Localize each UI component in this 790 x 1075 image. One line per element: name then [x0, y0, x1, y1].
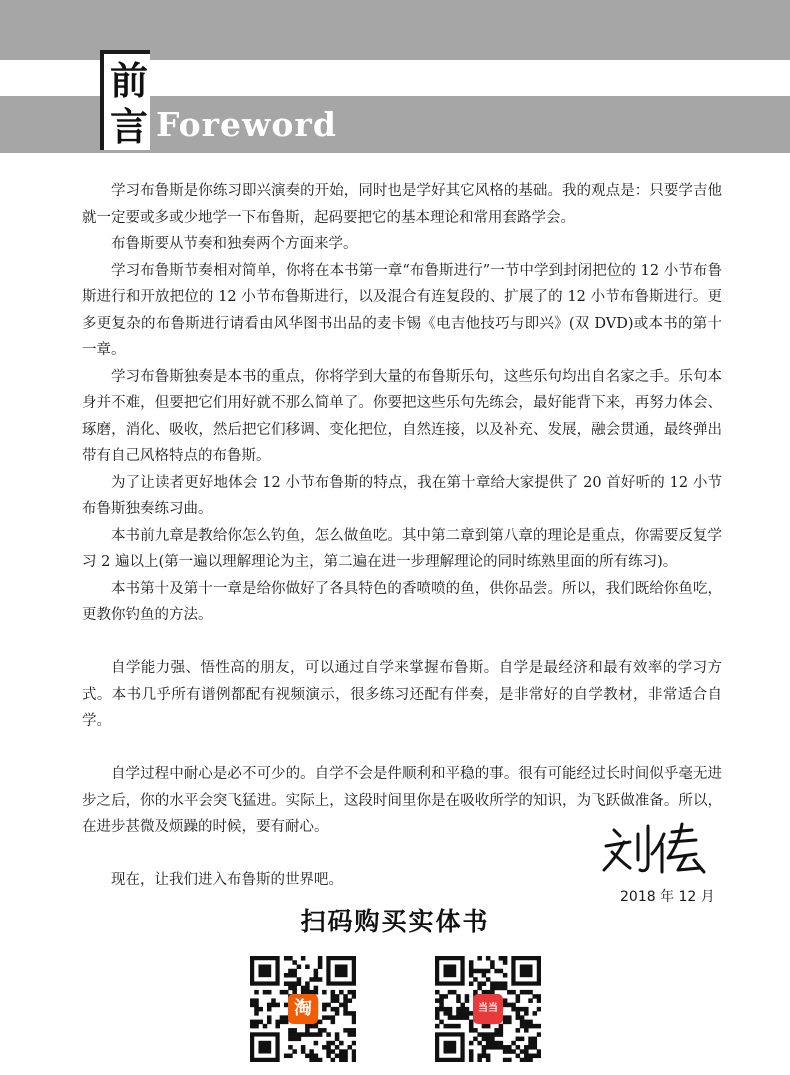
signature-stroke-icon	[600, 820, 720, 878]
author-signature	[600, 820, 720, 878]
paragraph: 自学过程中耐心是必不可少的。自学不会是件顺利和平稳的事。很有可能经过长时间似乎毫无进步之后，你的水平会突飞猛进。实际上，这段时间里你是在吸收所学的知识，为飞跃做准备。所以，在进步甚微及烦躁的时候，要有耐心。	[82, 766, 722, 835]
title-char-2: 言	[109, 105, 148, 149]
paragraph: 学习布鲁斯节奏相对简单，你将在本书第一章“布鲁斯进行”一节中学到封闭把位的 12 小节布鲁斯进行和开放把位的 12 小节布鲁斯进行，以及混合有连复段的、扩展了的 12 小节布鲁斯进行。更多更复杂的布鲁斯进行请看由风华图书出品的麦卡锡《电吉他技巧与即兴》(双 DVD)或本书的第十一章。	[82, 262, 722, 358]
dangdang-logo-badge: 当当	[473, 994, 503, 1024]
paragraph: 本书前九章是教给你怎么钓鱼，怎么做鱼吃。其中第二章到第八章的理论是重点，你需要反复学习 2 遍以上(第一遍以理解理论为主，第二遍在进一步理解理论的同时练熟里面的所有练习)。	[82, 527, 722, 570]
qr-code-dangdang[interactable]	[435, 956, 541, 1062]
signature-date: 2018 年 12 月	[620, 889, 715, 905]
paragraph-gap	[82, 735, 722, 762]
title-top-rule	[100, 50, 150, 54]
paragraph: 现在，让我们进入布鲁斯的世界吧。	[111, 872, 343, 888]
foreword-body	[82, 178, 722, 894]
taobao-logo-badge: 淘	[288, 994, 318, 1024]
title-left-rule	[100, 50, 104, 150]
qr-code-taobao[interactable]	[250, 956, 356, 1062]
paragraph: 为了让读者更好地体会 12 小节布鲁斯的特点，我在第十章给大家提供了 20 首好听的 12 小节布鲁斯独奏练习曲。	[82, 474, 722, 517]
paragraph: 学习布鲁斯独奏是本书的重点，你将学到大量的布鲁斯乐句，这些乐句均出自名家之手。乐句本身并不难，但要把它们用好就不那么简单了。你要把这些乐句先练会，最好能背下来，再努力体会、琢磨，消化、吸收，然后把它们移调、变化把位，自然连接，以及补充、发展，融会贯通，最终弹出带有自己风格特点的布鲁斯。	[82, 368, 722, 464]
paragraph: 自学能力强、悟性高的朋友，可以通过自学来掌握布鲁斯。自学是最经济和最有效率的学习方式。本书几乎所有谱例都配有视频演示，很多练习还配有伴奏，是非常好的自学教材，非常适合自学。	[82, 660, 722, 729]
title-char-1: 前	[109, 59, 148, 103]
paragraph: 学习布鲁斯是你练习即兴演奏的开始，同时也是学好其它风格的基础。我的观点是：只要学吉他就一定要或多或少地学一下布鲁斯，起码要把它的基本理论和常用套路学会。	[82, 183, 722, 226]
paragraph: 布鲁斯要从节奏和独奏两个方面来学。	[111, 236, 358, 252]
title-box	[100, 50, 150, 150]
scan-heading: 扫码购买实体书	[300, 907, 490, 936]
title-english: Foreword	[156, 105, 337, 144]
paragraph: 本书第十及第十一章是给你做好了各具特色的香喷喷的鱼，供你品尝。所以，我们既给你鱼吃，更教你钓鱼的方法。	[82, 580, 722, 623]
paragraph-gap	[82, 629, 722, 656]
